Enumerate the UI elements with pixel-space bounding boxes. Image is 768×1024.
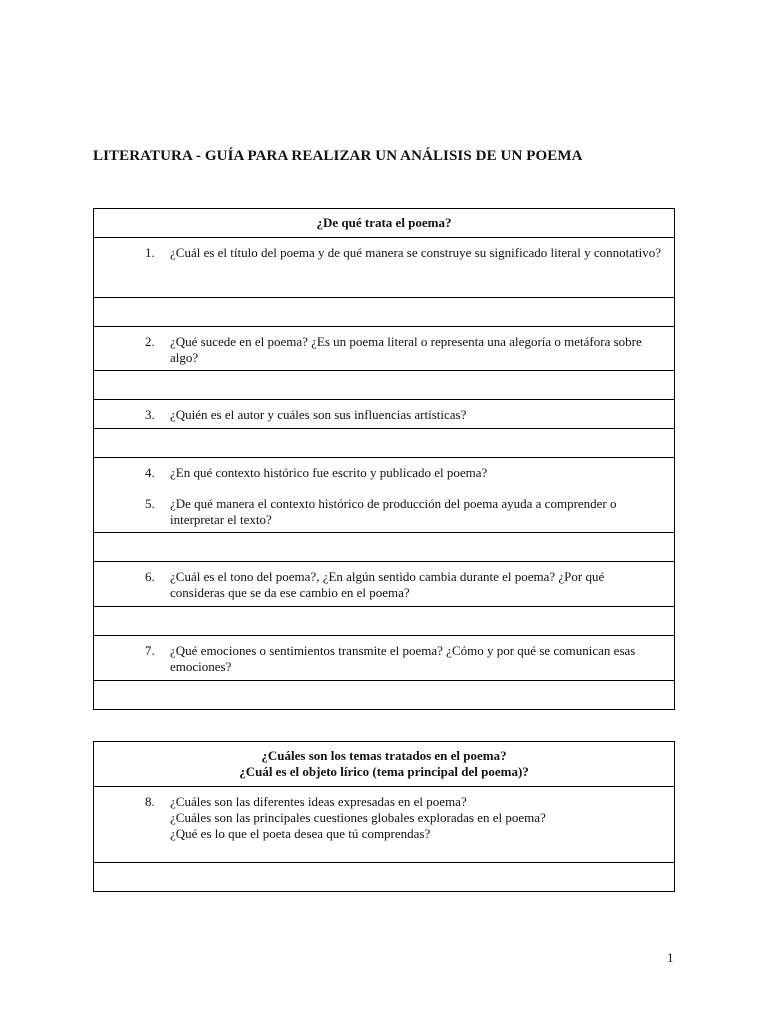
answer-field-4-5[interactable] xyxy=(94,533,674,562)
question-row-8 xyxy=(94,787,674,863)
answer-field-1[interactable] xyxy=(94,298,674,327)
question-number: 7. xyxy=(145,643,155,658)
question-number: 6. xyxy=(145,569,155,584)
answer-field-8[interactable] xyxy=(94,863,674,891)
question-text: ¿Quién es el autor y cuáles son sus influencias artísticas? xyxy=(170,407,467,422)
analysis-table-2 xyxy=(93,741,675,892)
table-header xyxy=(94,209,674,238)
question-text: ¿Qué emociones o sentimientos transmite el poema? ¿Cómo y por qué se comunican esas emociones? xyxy=(170,643,636,674)
question-row-1 xyxy=(94,238,674,298)
question-number: 4. xyxy=(145,465,155,480)
table-header-line-1: ¿Cuáles son los temas tratados en el poema? xyxy=(261,748,507,763)
question-line: ¿Cuáles son las principales cuestiones globales exploradas en el poema? xyxy=(170,810,546,825)
question-line: ¿Qué es lo que el poeta desea que tú comprendas? xyxy=(170,826,431,841)
document-title: LITERATURA - GUÍA PARA REALIZAR UN ANÁLISIS DE UN POEMA xyxy=(93,148,583,164)
question-row-6 xyxy=(94,562,674,607)
answer-field-6[interactable] xyxy=(94,607,674,636)
answer-field-7[interactable] xyxy=(94,681,674,709)
analysis-table-1 xyxy=(93,208,675,710)
question-row-4-5 xyxy=(94,458,674,533)
question-number: 1. xyxy=(145,245,155,260)
question-row-7 xyxy=(94,636,674,681)
question-text: ¿Cuál es el tono del poema?, ¿En algún sentido cambia durante el poema? ¿Por qué consideras que se da ese cambio en el poema? xyxy=(170,569,605,600)
table-header xyxy=(94,742,674,787)
question-number: 2. xyxy=(145,334,155,349)
question-text: ¿Qué sucede en el poema? ¿Es un poema literal o representa una alegoría o metáfora sobre algo? xyxy=(170,334,642,365)
question-number: 8. xyxy=(145,794,155,809)
page-number: 1 xyxy=(667,950,674,965)
table-header-text: ¿De qué trata el poema? xyxy=(316,215,452,230)
question-text: ¿De qué manera el contexto histórico de producción del poema ayuda a comprender o interpretar el texto? xyxy=(170,496,617,527)
table-header-line-2: ¿Cuál es el objeto lírico (tema principal del poema)? xyxy=(239,764,529,779)
question-text: ¿Cuál es el título del poema y de qué manera se construye su significado literal y connotativo? xyxy=(170,245,661,260)
question-text xyxy=(170,794,662,842)
question-row-3 xyxy=(94,400,674,429)
question-text: ¿En qué contexto histórico fue escrito y publicado el poema? xyxy=(170,465,488,480)
question-line: ¿Cuáles son las diferentes ideas expresadas en el poema? xyxy=(170,794,467,809)
answer-field-3[interactable] xyxy=(94,429,674,458)
question-row-2 xyxy=(94,327,674,371)
question-number: 3. xyxy=(145,407,155,422)
answer-field-2[interactable] xyxy=(94,371,674,400)
question-number: 5. xyxy=(145,496,155,511)
